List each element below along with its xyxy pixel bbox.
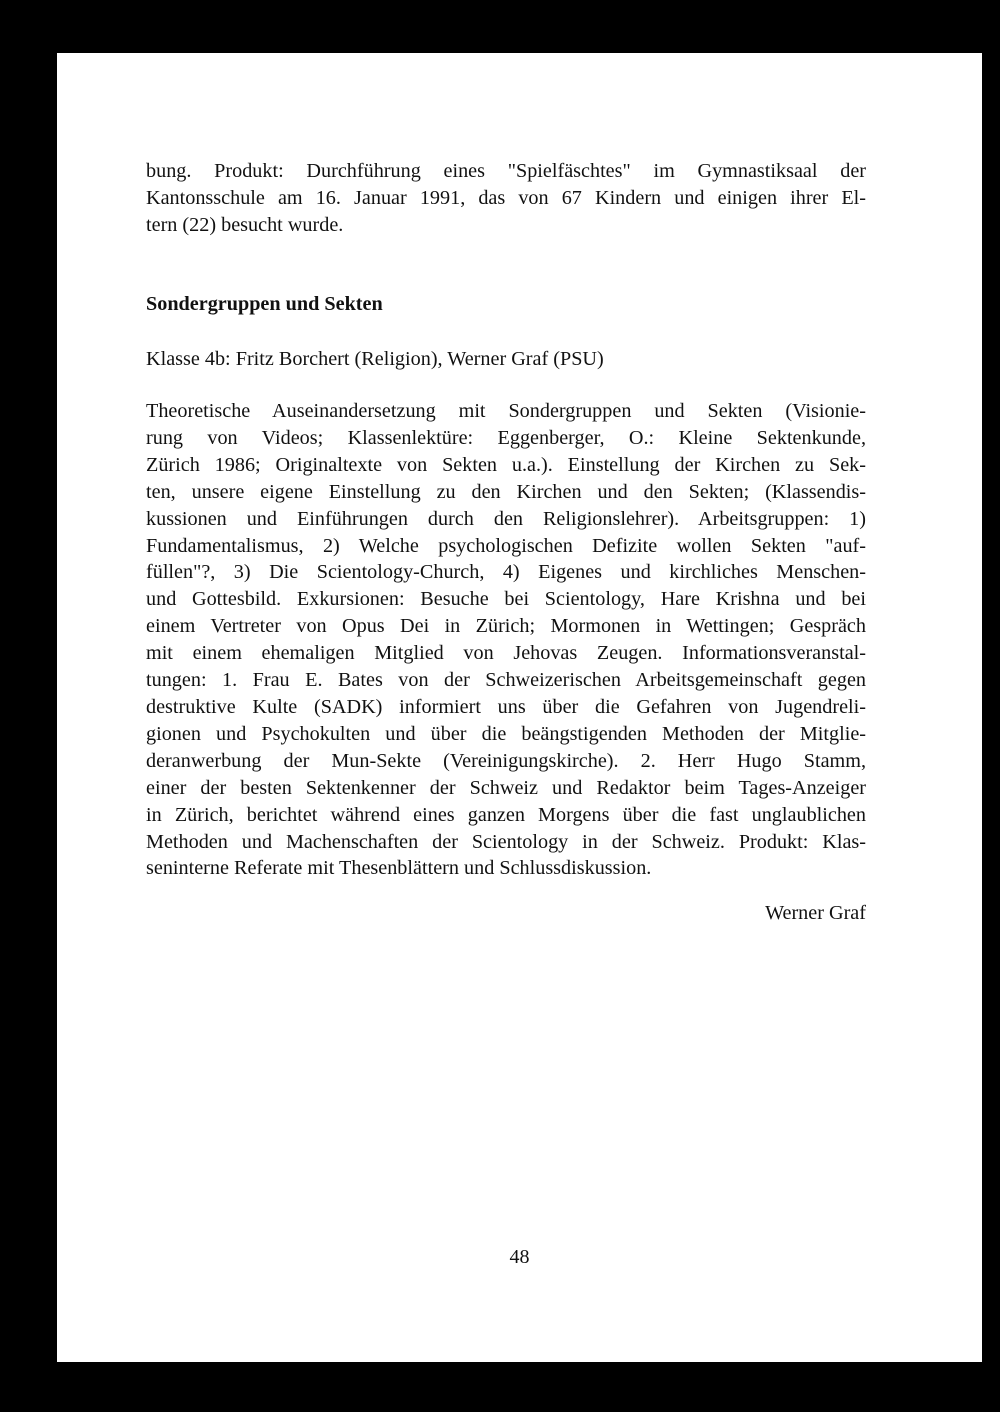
page-number: 48 bbox=[509, 1246, 530, 1268]
class-line: Klasse 4b: Fritz Borchert (Religion), Werner Graf (PSU) bbox=[146, 348, 604, 370]
text-line: bung. Produkt: Durchführung eines "Spielfäschtes" im Gymnastiksaal der bbox=[146, 160, 866, 182]
text-line: tern (22) besucht wurde. bbox=[146, 213, 344, 236]
text-line: tungen: 1. Frau E. Bates von der Schweizerischen Arbeitsgemeinschaft gegen bbox=[146, 669, 866, 692]
text-line: füllen"?, 3) Die Scientology-Church, 4) Eigenes und kirchliches Menschen- bbox=[146, 561, 866, 584]
body-paragraph bbox=[146, 398, 866, 882]
text-line: kussionen und Einführungen durch den Religionslehrer). Arbeitsgruppen: 1) bbox=[146, 507, 866, 530]
text-line: seninterne Referate mit Thesenblättern und Schlussdiskussion. bbox=[146, 857, 652, 880]
section-heading: Sondergruppen und Sekten bbox=[146, 293, 383, 315]
text-line: einem Vertreter von Opus Dei in Zürich; Mormonen in Wettingen; Gespräch bbox=[146, 615, 866, 638]
text-line: rung von Videos; Klassenlektüre: Eggenberger, O.: Kleine Sektenkunde, bbox=[146, 426, 866, 449]
text-line: Zürich 1986; Originaltexte von Sekten u.a.). Einstellung der Kirchen zu Sek- bbox=[146, 453, 866, 476]
text-line: mit einem ehemaligen Mitglied von Jehovas Zeugen. Informationsveranstal- bbox=[146, 642, 866, 665]
text-line: einer der besten Sektenkenner der Schweiz und Redaktor beim Tages-Anzeiger bbox=[146, 776, 866, 799]
author-signature: Werner Graf bbox=[765, 902, 866, 924]
text-line: Theoretische Auseinandersetzung mit Sondergruppen und Sekten (Visionie- bbox=[146, 400, 866, 422]
text-line: Kantonsschule am 16. Januar 1991, das von 67 Kindern und einigen ihrer El- bbox=[146, 186, 866, 209]
text-line: ten, unsere eigene Einstellung zu den Kirchen und den Sekten; (Klassendis- bbox=[146, 480, 866, 503]
text-line: und Gottesbild. Exkursionen: Besuche bei Scientology, Hare Krishna und bei bbox=[146, 588, 866, 611]
text-line: gionen und Psychokulten und über die beängstigenden Methoden der Mitglie- bbox=[146, 722, 866, 745]
text-line: Methoden und Machenschaften der Scientology in der Schweiz. Produkt: Klas- bbox=[146, 830, 866, 853]
document-page bbox=[57, 53, 982, 1362]
text-line: Fundamentalismus, 2) Welche psychologischen Defizite wollen Sekten "auf- bbox=[146, 534, 866, 557]
intro-paragraph bbox=[146, 158, 866, 239]
text-line: in Zürich, berichtet während eines ganzen Morgens über die fast unglaublichen bbox=[146, 803, 866, 826]
text-line: destruktive Kulte (SADK) informiert uns über die Gefahren von Jugendreli- bbox=[146, 695, 866, 718]
text-line: deranwerbung der Mun-Sekte (Vereinigungskirche). 2. Herr Hugo Stamm, bbox=[146, 749, 866, 772]
